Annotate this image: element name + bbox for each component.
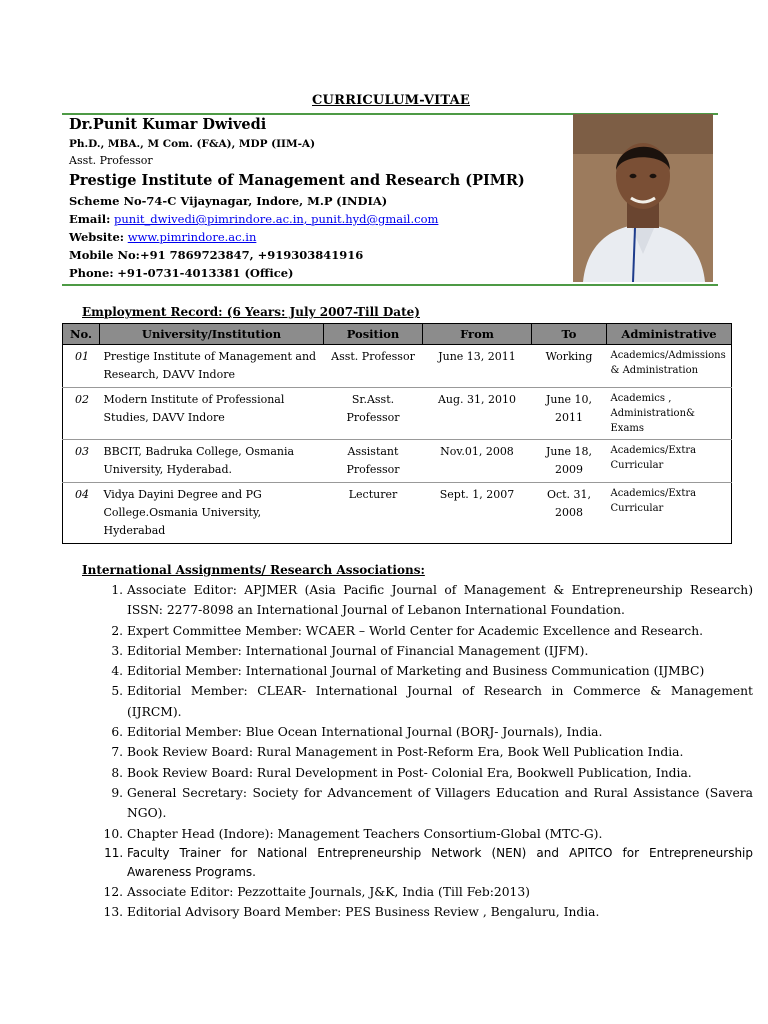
cell-from: June 13, 2011 [423, 345, 532, 388]
international-heading: International Assignments/ Research Associations: [82, 563, 425, 577]
table-row [63, 345, 732, 388]
cell-from: Nov.01, 2008 [423, 440, 532, 483]
profile-institute: Prestige Institute of Management and Research (PIMR) [69, 172, 525, 189]
cell-from: Aug. 31, 2010 [423, 388, 532, 440]
address-country: (INDIA) [336, 194, 388, 208]
column-header-no: No. [63, 324, 100, 345]
assignments-list [82, 580, 753, 922]
header-bottom-rule [62, 284, 718, 286]
profile-photo [573, 114, 713, 282]
employment-heading: Employment Record: (6 Years: July 2007-Till Date) [82, 305, 420, 319]
list-item: 6. Editorial Member: Blue Ocean International Journal (BORJ- Journals), India. [127, 722, 753, 742]
list-item: 5. Editorial Member: CLEAR- International Journal of Research in Commerce & Management (IJRCM). [127, 681, 753, 722]
email-label: Email: [69, 212, 111, 226]
list-item: 1. Associate Editor: APJMER (Asia Pacific Journal of Management & Entrepreneurship Research) ISSN: 2277-8098 an International Journal of Lebanon International Foundation. [127, 580, 753, 621]
address-label: Scheme No-74-C Vijaynagar, Indore, M.P [69, 194, 333, 208]
person-photo-icon [573, 114, 713, 282]
profile-phone [69, 264, 569, 282]
email-link[interactable]: punit_dwivedi@pimrindore.ac.in, punit.hyd@gmail.com [114, 212, 439, 226]
table-row [63, 388, 732, 440]
cell-administrative: Academics/Extra Curricular [607, 483, 732, 544]
cell-from: Sept. 1, 2007 [423, 483, 532, 544]
profile-header [69, 116, 569, 282]
list-item: 7. Book Review Board: Rural Management in Post-Reform Era, Book Well Publication India. [127, 742, 753, 762]
cell-institution: Prestige Institute of Management and Research, DAVV Indore [100, 345, 324, 388]
cell-institution: Vidya Dayini Degree and PG College.Osmania University, Hyderabad [100, 483, 324, 544]
cell-no: 01 [63, 345, 100, 388]
list-item: 9. General Secretary: Society for Advancement of Villagers Education and Rural Assistance (Savera NGO). [127, 783, 753, 824]
website-link[interactable]: www.pimrindore.ac.in [127, 230, 257, 244]
cell-position: Lecturer [324, 483, 423, 544]
profile-website [69, 228, 569, 246]
mobile-label: Mobile No: [69, 248, 140, 262]
cell-administrative: Academics/Extra Curricular [607, 440, 732, 483]
list-item: 12. Associate Editor: Pezzottaite Journals, J&K, India (Till Feb:2013) [127, 882, 753, 902]
cell-to: Working [532, 345, 607, 388]
list-item: 8. Book Review Board: Rural Development in Post- Colonial Era, Bookwell Publication, India. [127, 763, 753, 783]
list-item: 4. Editorial Member: International Journal of Marketing and Business Communication (IJMBC) [127, 661, 753, 681]
column-header-institution: University/Institution [100, 324, 324, 345]
profile-designation: Asst. Professor [69, 154, 153, 167]
document-title: CURRICULUM-VITAE [312, 93, 470, 108]
cell-no: 02 [63, 388, 100, 440]
employment-table [62, 323, 732, 544]
profile-address [69, 192, 569, 210]
cell-administrative: Academics , Administration& Exams [607, 388, 732, 440]
profile-mobile [69, 246, 569, 264]
table-header-row [63, 324, 732, 345]
profile-email [69, 210, 569, 228]
column-header-to: To [532, 324, 607, 345]
cell-to: Oct. 31, 2008 [532, 483, 607, 544]
column-header-from: From [423, 324, 532, 345]
cell-no: 03 [63, 440, 100, 483]
cell-no: 04 [63, 483, 100, 544]
table-row [63, 440, 732, 483]
column-header-position: Position [324, 324, 423, 345]
cell-administrative: Academics/Admissions & Administration [607, 345, 732, 388]
list-item: 3. Editorial Member: International Journal of Financial Management (IJFM). [127, 641, 753, 661]
list-item: 2. Expert Committee Member: WCAER – World Center for Academic Excellence and Research. [127, 621, 753, 641]
mobile-value: +91 7869723847, +919303841916 [139, 248, 364, 262]
phone-label: Phone: [69, 266, 114, 280]
list-item: 11. Faculty Trainer for National Entrepreneurship Network (NEN) and APITCO for Entrepreneurship Awareness Programs. [127, 844, 753, 882]
cell-position: Sr.Asst. Professor [324, 388, 423, 440]
list-item: 13. Editorial Advisory Board Member: PES Business Review , Bengaluru, India. [127, 902, 753, 922]
column-header-administrative: Administrative [607, 324, 732, 345]
website-label: Website: [69, 230, 125, 244]
cell-position: Assistant Professor [324, 440, 423, 483]
cell-institution: Modern Institute of Professional Studies, DAVV Indore [100, 388, 324, 440]
list-item: 10. Chapter Head (Indore): Management Teachers Consortium-Global (MTC-G). [127, 824, 753, 844]
cell-position: Asst. Professor [324, 345, 423, 388]
cell-institution: BBCIT, Badruka College, Osmania University, Hyderabad. [100, 440, 324, 483]
profile-name: Dr.Punit Kumar Dwivedi [69, 116, 267, 133]
profile-qualifications: Ph.D., MBA., M Com. (F&A), MDP (IIM-A) [69, 138, 316, 150]
phone-value: +91-0731-4013381 (Office) [117, 266, 294, 280]
cell-to: June 10, 2011 [532, 388, 607, 440]
cell-to: June 18, 2009 [532, 440, 607, 483]
table-row [63, 483, 732, 544]
